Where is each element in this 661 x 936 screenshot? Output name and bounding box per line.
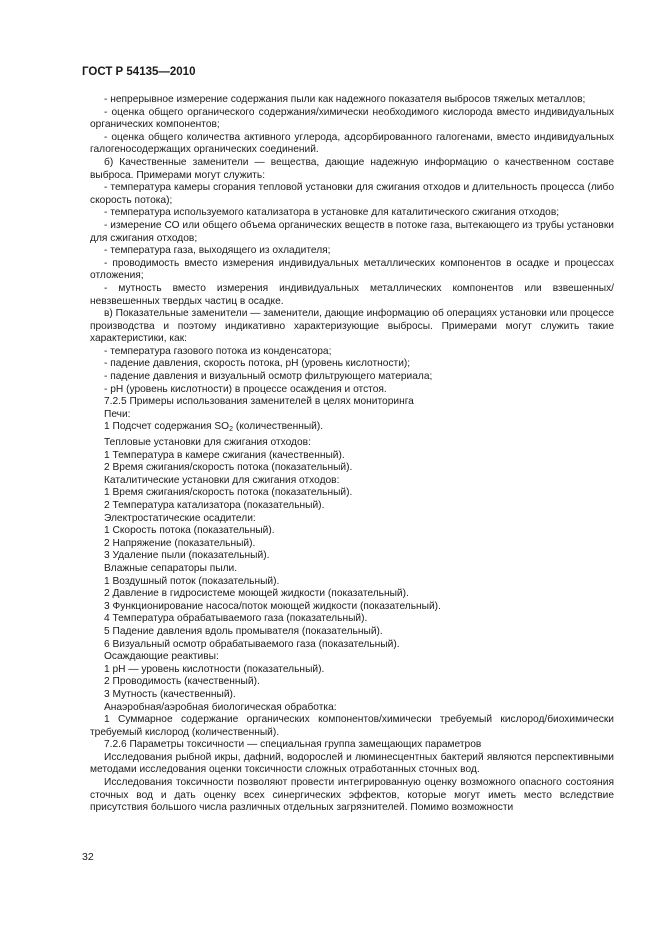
so2-before: 1 Подсчет содержания SO [104, 421, 230, 433]
tail-paragraphs [90, 714, 614, 815]
body-paragraph: - падение давления и визуальный осмотр фильтрующего материала; [104, 371, 433, 383]
list-line: 2 Проводимость (качественный). [104, 676, 260, 688]
list-line: 1 Скорость потока (показательный). [104, 525, 275, 537]
tail-paragraph: Исследования токсичности позволяют провести интегрированную оценку возможного опасного состояния сточных вод и дать оценку всех синергических эффектов, которые могут иметь место вследствие присутствия большого числа различных отдельных загрязнителей. Помимо возможности [90, 777, 614, 814]
body-paragraph: - температура газа, выходящего из охладителя; [104, 245, 331, 257]
body-paragraph: - температура камеры сгорания тепловой установки для сжигания отходов и длительность процесса (либо скорость потока); [90, 182, 614, 206]
list-line: Анаэробная/аэробная биологическая обработка: [104, 701, 337, 713]
paragraphs-block [90, 94, 614, 421]
list-line: 4 Температура обрабатываемого газа (показательный). [104, 613, 368, 625]
body-paragraph: - оценка общего органического содержания/химически необходимого кислорода вместо индивидуальных органических компонентов; [90, 106, 614, 131]
body-paragraph: - проводимость вместо измерения индивидуальных металлических компонентов в осадке и процессах отложения; [90, 257, 614, 282]
so2-line [90, 421, 614, 437]
list-line: 5 Падение давления вдоль промывателя (показательный). [104, 625, 383, 637]
list-line: 2 Давление в гидросистеме моющей жидкости (показательный). [104, 588, 409, 600]
list-line: Влажные сепараторы пыли. [104, 562, 238, 574]
list-line: Электростатические осадители: [104, 512, 256, 524]
list-line: Тепловые установки для сжигания отходов: [104, 437, 311, 449]
list-line: 6 Визуальный осмотр обрабатываемого газа (показательный). [104, 638, 400, 650]
list-line: Осаждающие реактивы: [104, 651, 219, 663]
monitoring-list [90, 437, 614, 714]
tail-paragraph: Исследования рыбной икры, дафний, водорослей и люминесцентных бактерий являются перспективными методами исследования оценки токсичности сложных отработанных сточных вод. [90, 751, 614, 776]
tail-paragraph: 1 Суммарное содержание органических компонентов/химически требуемый кислород/биохимически требуемый кислород (количественный). [90, 714, 614, 738]
list-line: 2 Время сжигания/скорость потока (показательный). [104, 462, 353, 474]
list-line: 3 Функционирование насоса/поток моющей жидкости (показательный). [104, 600, 441, 612]
body-paragraph: - рН (уровень кислотности) в процессе осаждения и отстоя. [104, 383, 387, 395]
list-line: 1 Время сжигания/скорость потока (показательный). [104, 487, 353, 499]
list-line: 1 Воздушный поток (показательный). [104, 575, 280, 587]
body-paragraph: - измерение СО или общего объема органических веществ в потоке газа, вытекающего из трубы установки для сжигания отходов; [90, 219, 614, 244]
body-paragraph: Печи: [104, 408, 131, 420]
list-line: 2 Температура катализатора (показательный). [104, 500, 325, 511]
list-line: 1 рН — уровень кислотности (показательный). [104, 663, 325, 675]
list-line: 3 Мутность (качественный). [104, 688, 236, 700]
list-line: 1 Температура в камере сжигания (качественный). [104, 449, 345, 461]
body-paragraph: - мутность вместо измерения индивидуальных металлических компонентов или взвешенных/невзвешенных твердых частиц в осадке. [90, 282, 614, 307]
document-body [90, 94, 614, 815]
document-header: ГОСТ Р 54135—2010 [82, 66, 196, 78]
body-paragraph: в) Показательные заменители — заменители, дающие информацию об операциях установки или процессе производства и поэтому индикативно характеризующие выбросы. Примерами могут служить такие характеристики, как: [90, 308, 614, 345]
so2-after: (количественный). [233, 421, 324, 433]
so2-subscript: 2 [229, 426, 234, 434]
body-paragraph: - непрерывное измерение содержания пыли как надежного показателя выбросов тяжелых металлов; [104, 94, 586, 105]
body-paragraph: - падение давления, скорость потока, рН (уровень кислотности); [104, 358, 411, 370]
body-paragraph: б) Качественные заменители — вещества, дающие надежную информацию о качественном составе выброса. Примерами могут служить: [90, 156, 614, 181]
body-paragraph: 7.2.5 Примеры использования заменителей в целях мониторинга [104, 396, 414, 408]
list-line: Каталитические установки для сжигания отходов: [104, 474, 340, 486]
list-line: 3 Удаление пыли (показательный). [104, 550, 270, 562]
body-paragraph: - оценка общего количества активного углерода, адсорбированного галогенами, вместо индивидуальных галогеносодержащих органических соединений. [90, 131, 614, 156]
tail-paragraph: 7.2.6 Параметры токсичности — специальная группа замещающих параметров [104, 739, 482, 751]
list-line: 2 Напряжение (показательный). [104, 537, 256, 549]
body-paragraph: - температура используемого катализатора в установке для каталитического сжигания отходов; [104, 207, 560, 219]
page-number: 32 [82, 851, 94, 863]
body-paragraph: - температура газового потока из конденсатора; [104, 345, 332, 357]
